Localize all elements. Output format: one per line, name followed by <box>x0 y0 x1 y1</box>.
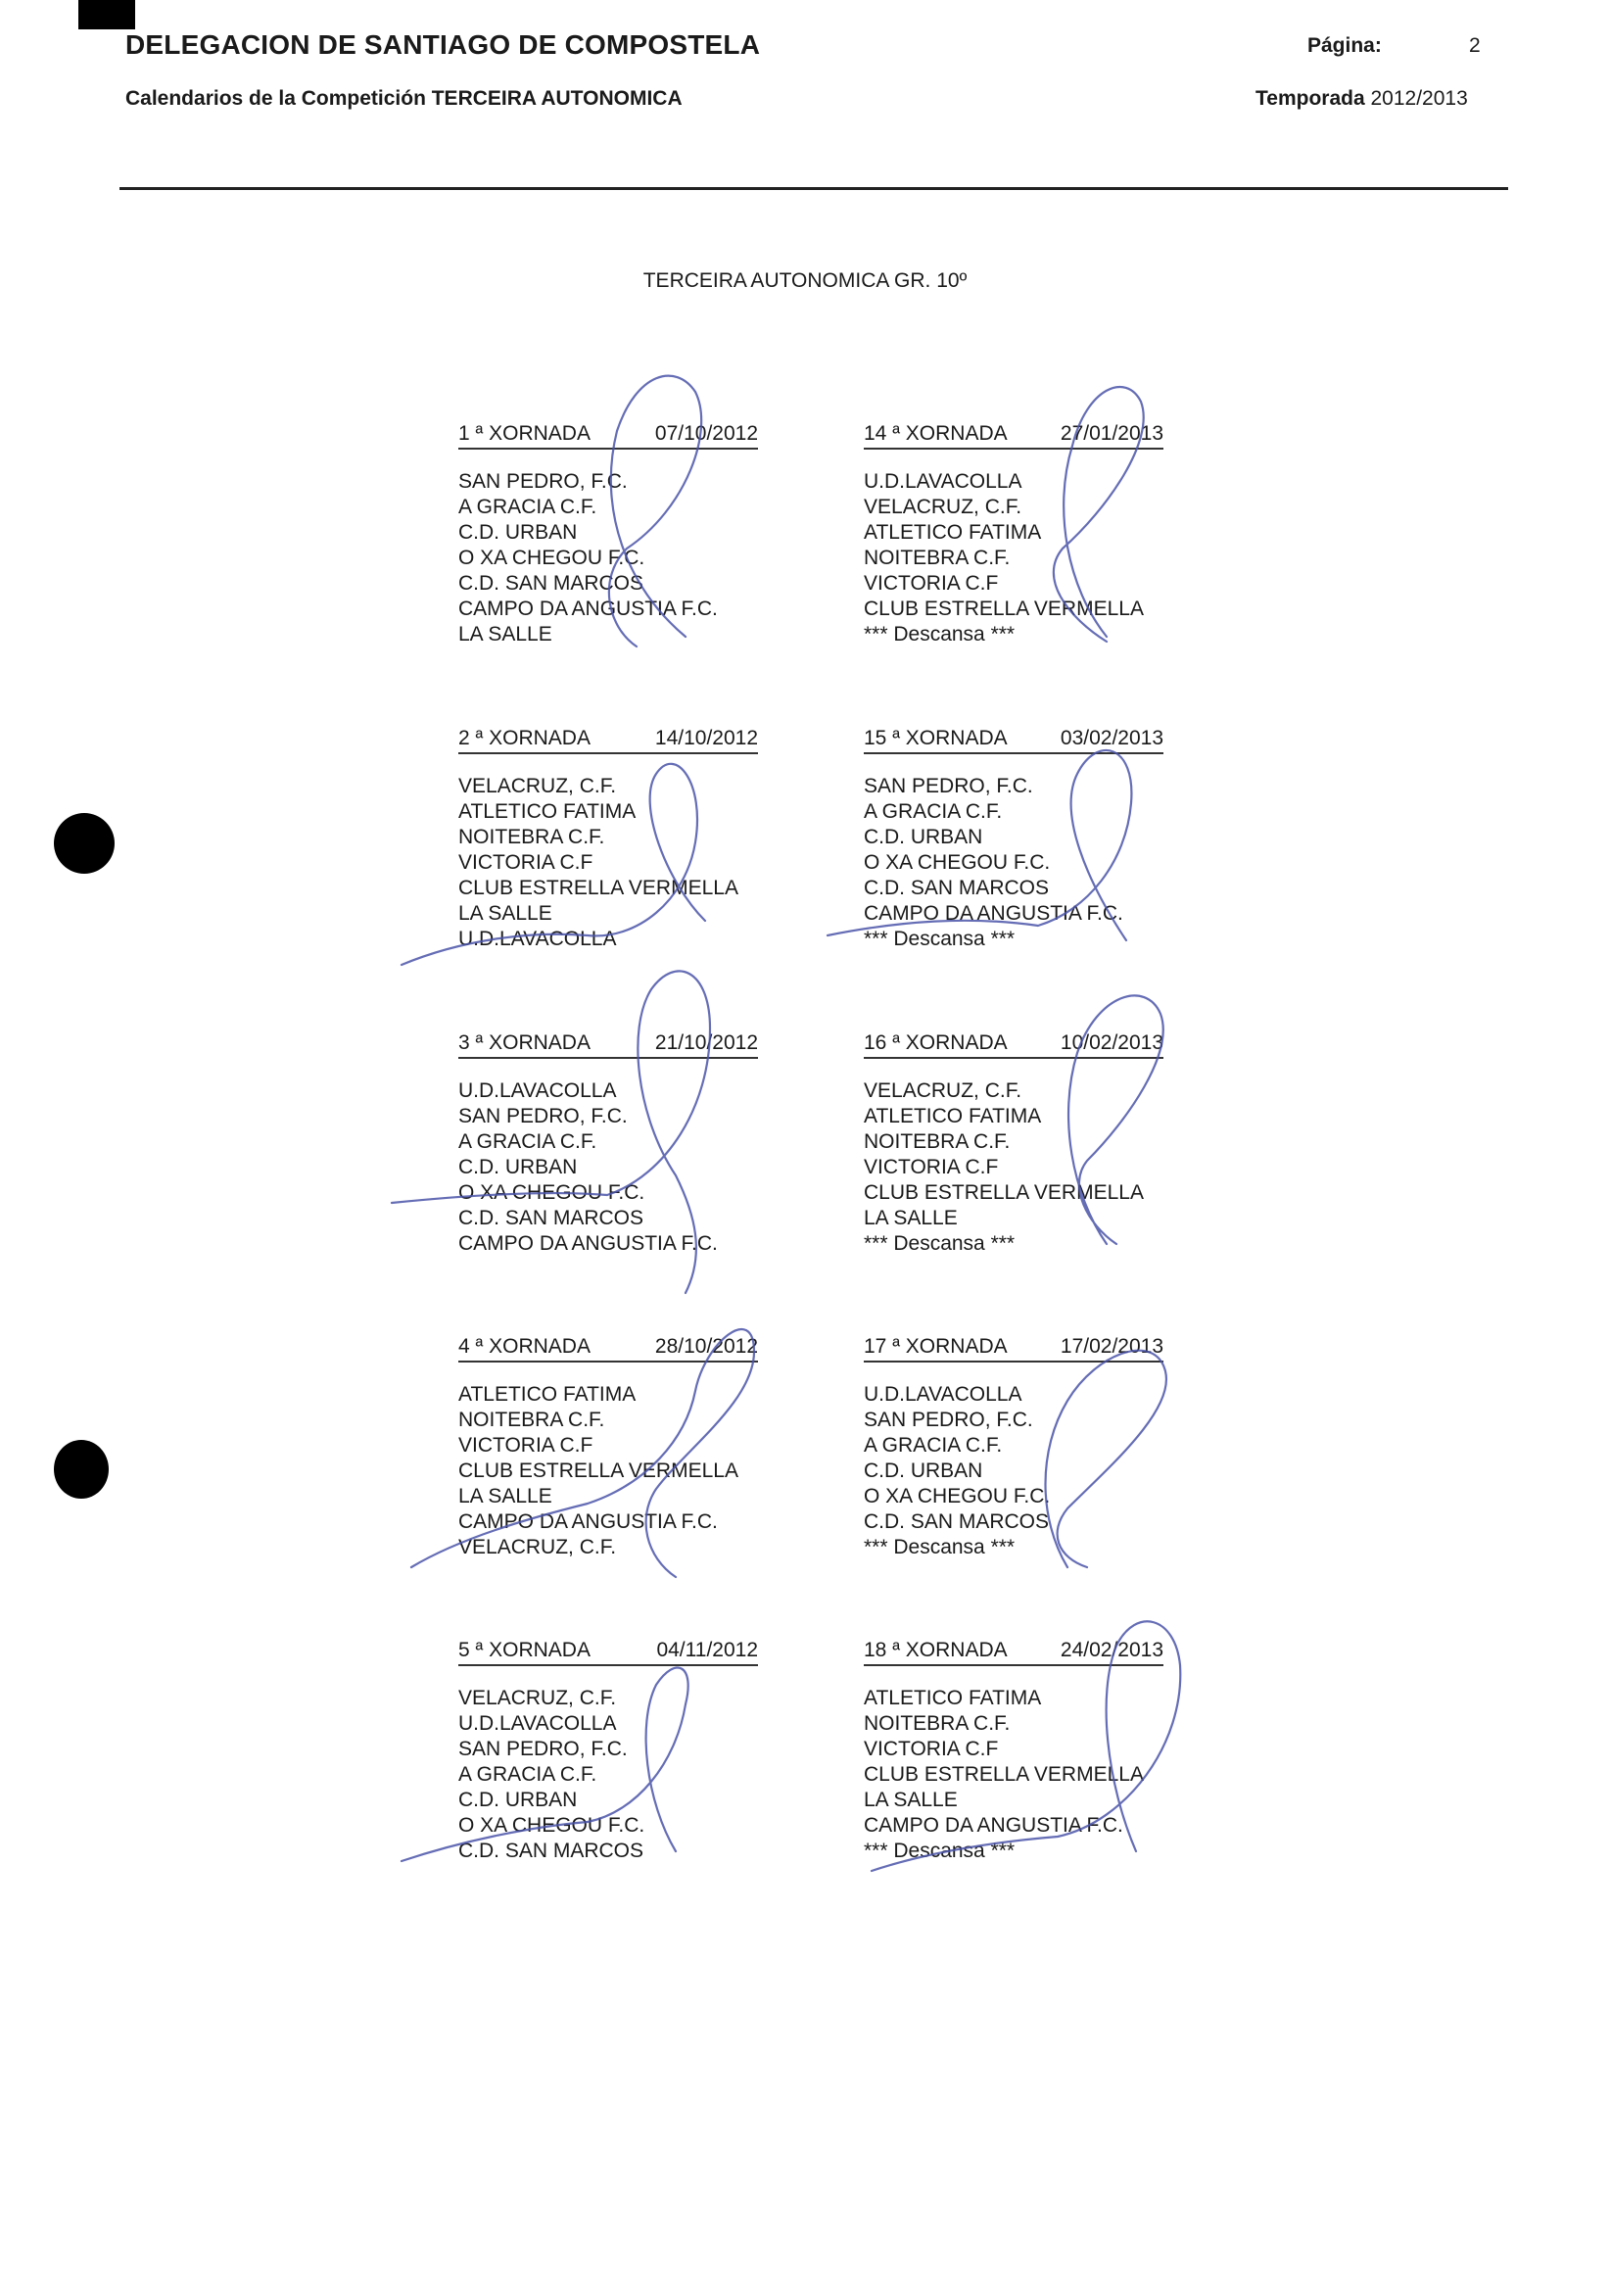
team-item: NOITEBRA C.F. <box>864 547 1011 569</box>
signature-stroke <box>402 1668 688 1861</box>
round-name: 18 ª XORNADA <box>864 1639 1008 1661</box>
team-item: O XA CHEGOU F.C. <box>458 1814 645 1837</box>
season-value: 2012/2013 <box>1370 87 1468 110</box>
team-item: *** Descansa *** <box>864 1840 1016 1862</box>
team-item: CLUB ESTRELLA VERMELLA <box>864 1181 1144 1204</box>
team-item: A GRACIA C.F. <box>458 1763 597 1786</box>
team-item: VELACRUZ, C.F. <box>458 1536 617 1558</box>
season-label: Temporada <box>1255 87 1365 110</box>
team-item: A GRACIA C.F. <box>864 800 1003 823</box>
team-item: C.D. URBAN <box>458 1789 578 1811</box>
signature-stroke <box>1068 995 1163 1244</box>
team-item: VELACRUZ, C.F. <box>864 1079 1022 1102</box>
team-item: VICTORIA C.F <box>864 572 999 595</box>
team-item: CAMPO DA ANGUSTIA F.C. <box>864 902 1123 925</box>
team-item: VELACRUZ, C.F. <box>458 775 617 797</box>
signature-stroke <box>392 971 710 1293</box>
round-name: 1 ª XORNADA <box>458 422 591 445</box>
team-item: CAMPO DA ANGUSTIA F.C. <box>458 1510 718 1533</box>
team-item: U.D.LAVACOLLA <box>458 1079 617 1102</box>
team-item: VICTORIA C.F <box>864 1156 999 1178</box>
team-item: ATLETICO FATIMA <box>458 1383 637 1406</box>
team-item: SAN PEDRO, F.C. <box>458 1105 628 1127</box>
team-item: CAMPO DA ANGUSTIA F.C. <box>458 598 718 620</box>
team-item: CLUB ESTRELLA VERMELLA <box>864 1763 1144 1786</box>
team-item: O XA CHEGOU F.C. <box>458 1181 645 1204</box>
team-item: CLUB ESTRELLA VERMELLA <box>458 1459 738 1482</box>
round-date: 14/10/2012 <box>654 727 758 749</box>
team-item: ATLETICO FATIMA <box>864 1687 1042 1709</box>
team-item: CLUB ESTRELLA VERMELLA <box>864 598 1144 620</box>
round-name: 16 ª XORNADA <box>864 1031 1008 1054</box>
round-name: 5 ª XORNADA <box>458 1639 591 1661</box>
team-item: LA SALLE <box>458 1485 552 1507</box>
signature-stroke <box>1046 1351 1166 1567</box>
signature-stroke <box>411 1329 754 1577</box>
team-item: O XA CHEGOU F.C. <box>458 547 645 569</box>
round-date: 27/01/2013 <box>1060 422 1163 445</box>
round-name: 2 ª XORNADA <box>458 727 591 749</box>
team-item: C.D. URBAN <box>458 521 578 544</box>
team-item: *** Descansa *** <box>864 1232 1016 1255</box>
team-item: CLUB ESTRELLA VERMELLA <box>458 877 738 899</box>
team-item: A GRACIA C.F. <box>458 496 597 518</box>
team-item: U.D.LAVACOLLA <box>458 1712 617 1735</box>
team-item: SAN PEDRO, F.C. <box>864 775 1033 797</box>
team-item: SAN PEDRO, F.C. <box>864 1409 1033 1431</box>
round-name: 17 ª XORNADA <box>864 1335 1008 1358</box>
signature-stroke <box>609 376 701 646</box>
team-item: LA SALLE <box>864 1207 958 1229</box>
team-item: CAMPO DA ANGUSTIA F.C. <box>458 1232 718 1255</box>
team-item: ATLETICO FATIMA <box>864 1105 1042 1127</box>
team-item: C.D. SAN MARCOS <box>458 1207 644 1229</box>
round-date: 04/11/2012 <box>656 1639 758 1661</box>
team-item: O XA CHEGOU F.C. <box>864 1485 1051 1507</box>
team-item: A GRACIA C.F. <box>458 1130 597 1153</box>
team-item: VICTORIA C.F <box>458 851 593 874</box>
team-item: C.D. URBAN <box>864 1459 983 1482</box>
team-item: A GRACIA C.F. <box>864 1434 1003 1457</box>
team-item: VICTORIA C.F <box>458 1434 593 1457</box>
round-name: 3 ª XORNADA <box>458 1031 591 1054</box>
team-item: *** Descansa *** <box>864 928 1016 950</box>
team-item: ATLETICO FATIMA <box>458 800 637 823</box>
team-item: U.D.LAVACOLLA <box>864 470 1022 493</box>
signature-stroke <box>402 764 705 965</box>
page-label: Página: <box>1307 34 1382 57</box>
round-date: 03/02/2013 <box>1060 727 1163 749</box>
team-item: NOITEBRA C.F. <box>458 826 605 848</box>
team-item: SAN PEDRO, F.C. <box>458 1738 628 1760</box>
round-date: 21/10/2012 <box>654 1031 758 1054</box>
team-item: VICTORIA C.F <box>864 1738 999 1760</box>
team-item: *** Descansa *** <box>864 1536 1016 1558</box>
team-item: LA SALLE <box>458 902 552 925</box>
document-title: DELEGACION DE SANTIAGO DE COMPOSTELA <box>125 29 761 60</box>
team-item: VELACRUZ, C.F. <box>458 1687 617 1709</box>
page-number: 2 <box>1469 34 1481 57</box>
team-item: NOITEBRA C.F. <box>864 1712 1011 1735</box>
signature-stroke <box>1054 387 1144 642</box>
team-item: O XA CHEGOU F.C. <box>864 851 1051 874</box>
signature-stroke <box>828 750 1131 940</box>
team-item: U.D.LAVACOLLA <box>458 928 617 950</box>
group-title: TERCEIRA AUTONOMICA GR. 10º <box>642 269 968 292</box>
team-item: SAN PEDRO, F.C. <box>458 470 628 493</box>
team-item: LA SALLE <box>458 623 552 646</box>
team-item: NOITEBRA C.F. <box>458 1409 605 1431</box>
document-subtitle: Calendarios de la Competición TERCEIRA AUTONOMICA <box>125 87 683 110</box>
team-item: C.D. SAN MARCOS <box>864 1510 1050 1533</box>
team-item: C.D. SAN MARCOS <box>458 1840 644 1862</box>
team-item: *** Descansa *** <box>864 623 1016 646</box>
team-item: C.D. SAN MARCOS <box>864 877 1050 899</box>
team-item: C.D. URBAN <box>458 1156 578 1178</box>
team-item: C.D. SAN MARCOS <box>458 572 644 595</box>
team-item: LA SALLE <box>864 1789 958 1811</box>
round-name: 4 ª XORNADA <box>458 1335 591 1358</box>
round-date: 28/10/2012 <box>654 1335 758 1358</box>
signature-stroke <box>872 1621 1180 1871</box>
round-date: 24/02/2013 <box>1060 1639 1163 1661</box>
team-item: NOITEBRA C.F. <box>864 1130 1011 1153</box>
round-date: 17/02/2013 <box>1060 1335 1163 1358</box>
team-item: U.D.LAVACOLLA <box>864 1383 1022 1406</box>
team-item: C.D. URBAN <box>864 826 983 848</box>
team-item: ATLETICO FATIMA <box>864 521 1042 544</box>
team-item: CAMPO DA ANGUSTIA F.C. <box>864 1814 1123 1837</box>
team-item: VELACRUZ, C.F. <box>864 496 1022 518</box>
round-name: 15 ª XORNADA <box>864 727 1008 749</box>
round-date: 10/02/2013 <box>1060 1031 1163 1054</box>
round-date: 07/10/2012 <box>654 422 758 445</box>
round-name: 14 ª XORNADA <box>864 422 1008 445</box>
